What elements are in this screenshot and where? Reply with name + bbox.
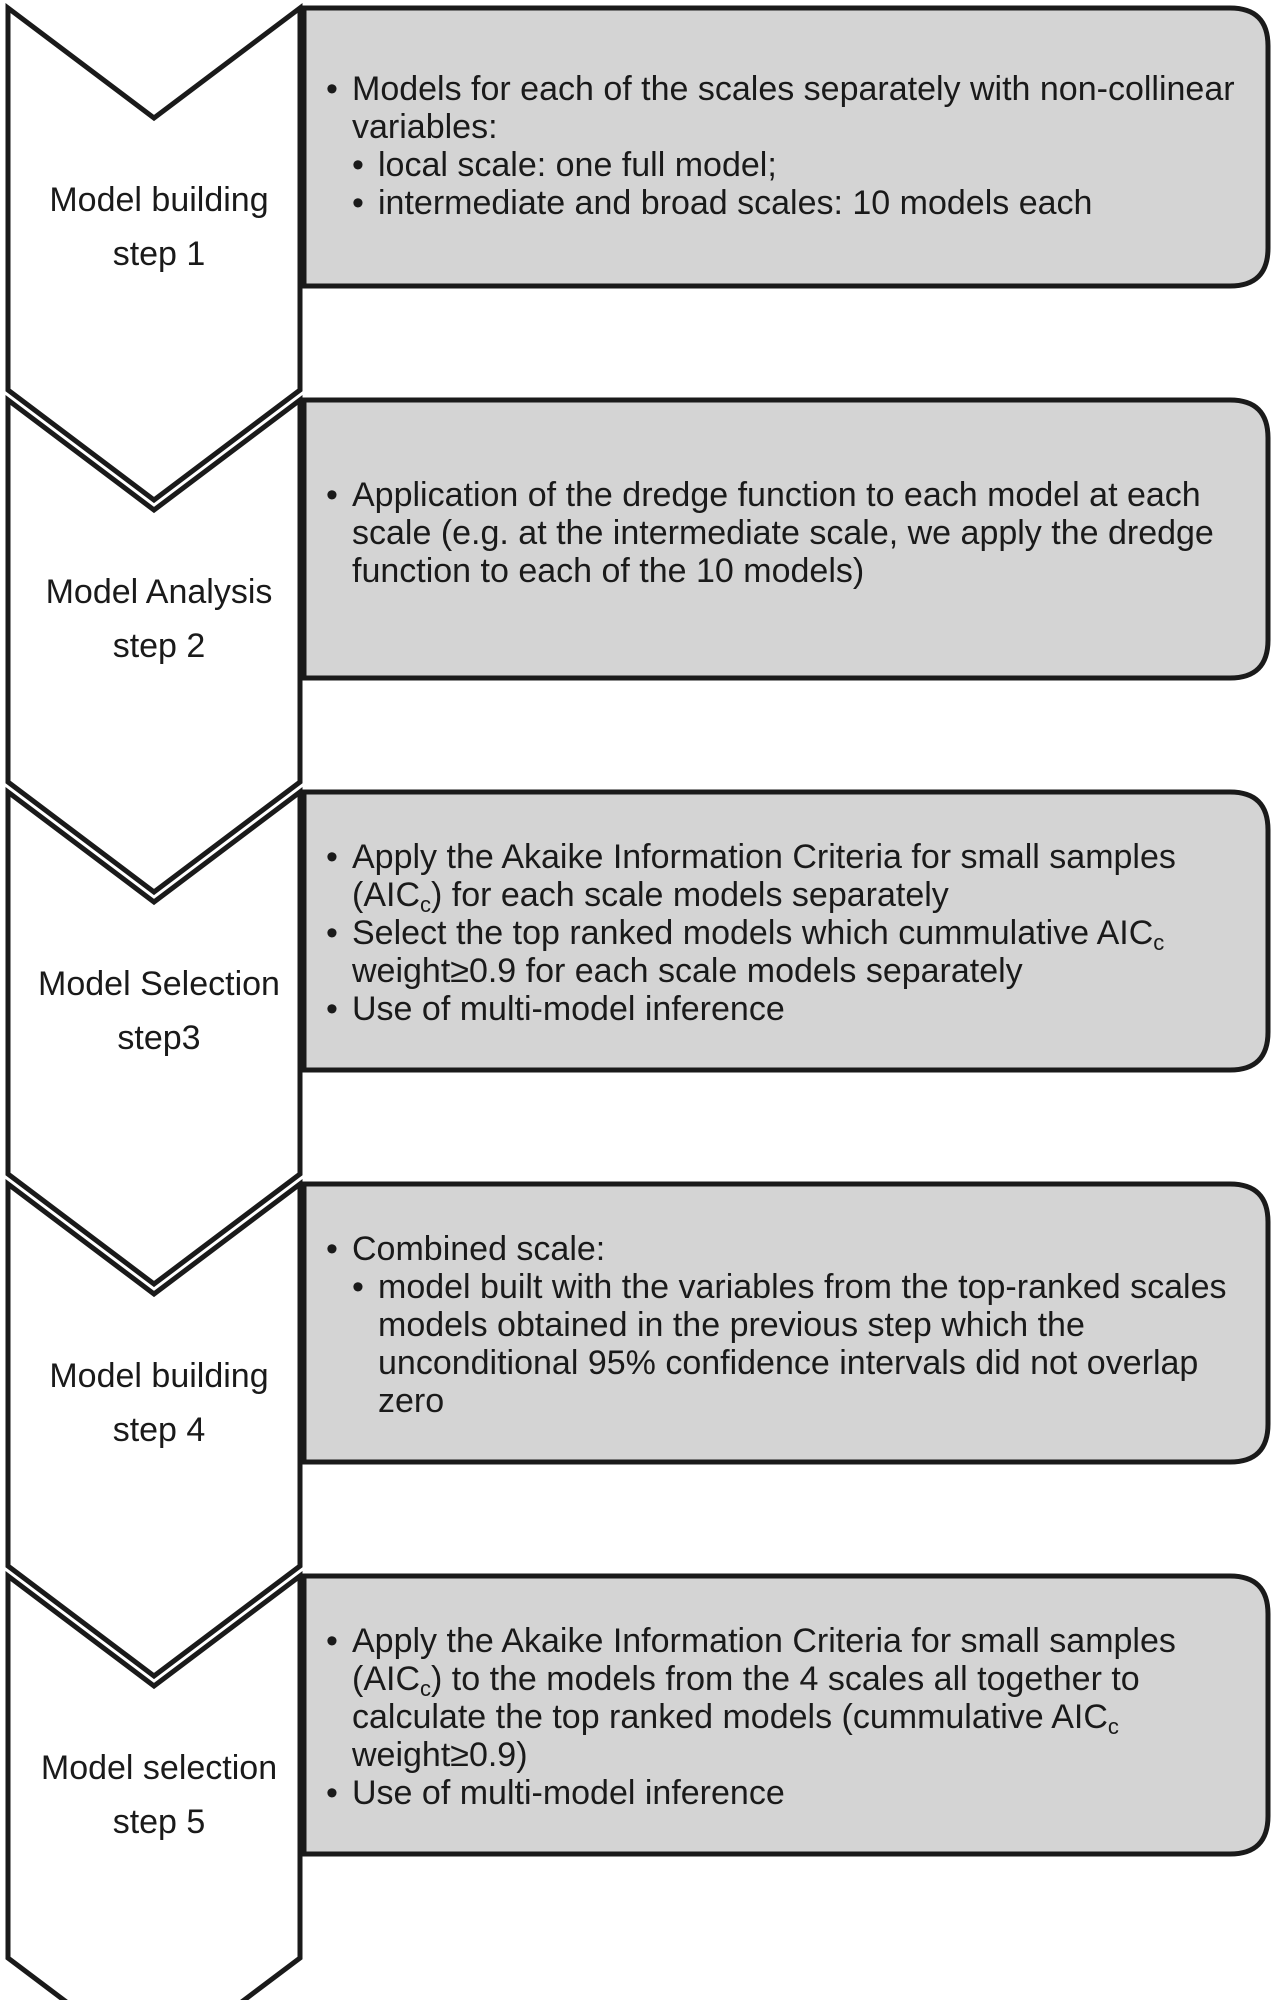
step-label-3 <box>14 957 304 1065</box>
sub-bullet-item: • local scale: one full model; <box>322 146 1257 184</box>
bullet-list <box>322 1622 1257 1812</box>
step-content-2 <box>322 476 1257 590</box>
bullet-item: • Apply the Akaike Information Criteria for small samples $(AIC_c)$ for each scale models separately <box>322 838 1257 914</box>
step-number: step 4 <box>112 1411 206 1449</box>
step-number: step 1 <box>112 235 206 273</box>
bullet-item: • Combined scale: <box>322 1230 1257 1268</box>
step-title: Model Analysis <box>45 573 273 611</box>
step-number: step 2 <box>112 627 206 665</box>
step-number: step3 <box>117 1019 201 1057</box>
bullet-item: • Select the top ranked models which cummulative $AIC_c$ weight≥0.9 for each scale models separately <box>322 914 1257 990</box>
bullet-list <box>322 476 1257 590</box>
sub-bullet-item: • model built with the variables from the top-ranked scales models obtained in the previous step which the unconditional 95% confidence intervals did not overlap zero <box>322 1268 1257 1420</box>
bullet-item: • Use of multi-model inference <box>322 1774 1257 1812</box>
bullet-item: • Use of multi-model inference <box>322 990 1257 1028</box>
bullet-item: • Application of the dredge function to each model at each scale (e.g. at the intermediate scale, we apply the dredge function to each of the 10 models) <box>322 476 1257 590</box>
step-content-3 <box>322 838 1257 1028</box>
bullet-item: • Models for each of the scales separately with non-collinear variables: <box>322 70 1257 146</box>
step-content-1 <box>322 70 1257 222</box>
bullet-list <box>322 70 1257 222</box>
step-label-4 <box>14 1349 304 1457</box>
step-number: step 5 <box>112 1803 206 1841</box>
sub-bullet-item: • intermediate and broad scales: 10 models each <box>322 184 1257 222</box>
step-content-5 <box>322 1622 1257 1812</box>
step-title: Model selection <box>40 1749 278 1787</box>
step-title: Model building <box>49 1357 269 1395</box>
step-label-2 <box>14 565 304 673</box>
bullet-list <box>322 838 1257 1028</box>
bullet-list <box>322 1230 1257 1420</box>
step-title: Model building <box>49 181 269 219</box>
step-content-4 <box>322 1230 1257 1420</box>
step-label-5 <box>14 1741 304 1849</box>
step-label-1 <box>14 173 304 281</box>
bullet-item: • Apply the Akaike Information Criteria for small samples $(AIC_c)$ to the models from the 4 scales all together to calculate the top ranked models (cummulative $AIC_c$ weight≥0.9) <box>322 1622 1257 1774</box>
step-title: Model Selection <box>38 965 280 1003</box>
